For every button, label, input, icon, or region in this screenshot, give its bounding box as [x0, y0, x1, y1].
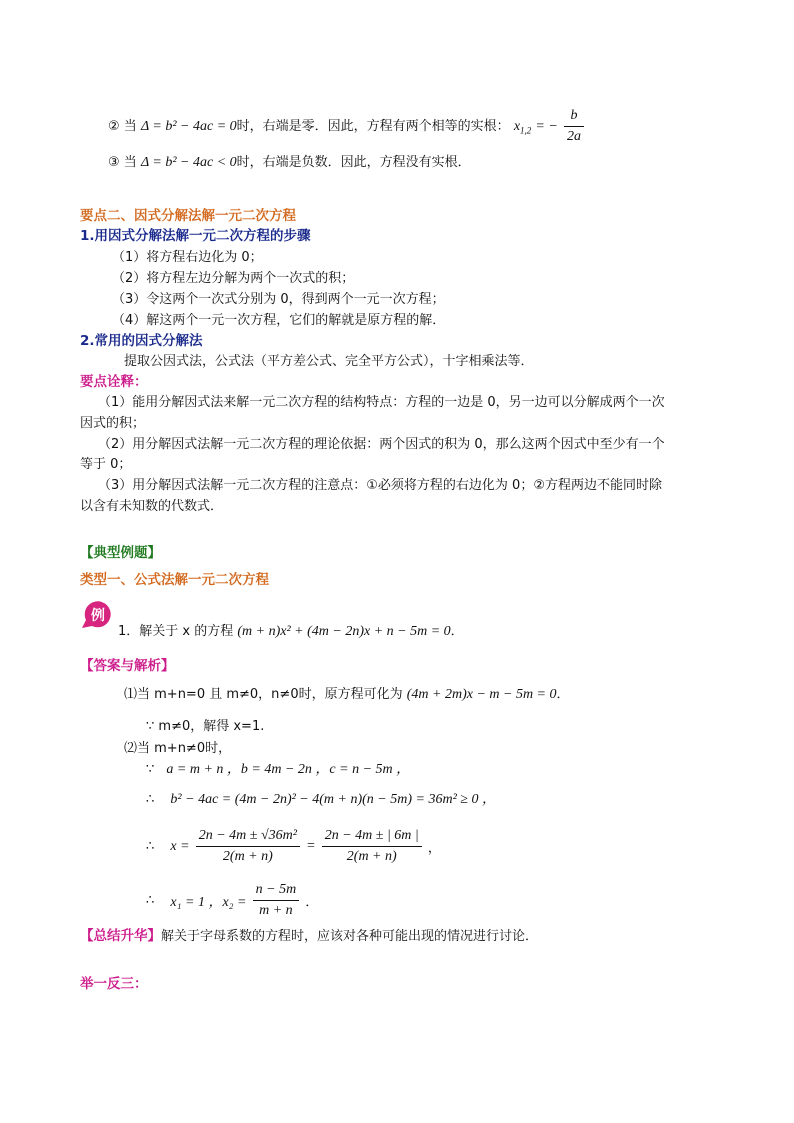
therefore-symbol-1: ∴	[146, 792, 155, 807]
problem-equation: (m + n)x² + (4m − 2n)x + n − 5m = 0	[237, 624, 451, 639]
s2-fraction-2	[322, 826, 422, 867]
note-2b: 等于 0；	[80, 457, 132, 472]
s2-frac2-num: 2n − 4m ± | 6m |	[322, 826, 422, 847]
step-4: （4）解这两个一元一次方程，它们的解就是原方程的解．	[112, 313, 446, 328]
s2-comma: ，	[427, 841, 441, 856]
s2-frac3-den: m + n	[259, 903, 293, 918]
type1-title: 类型一、公式法解一元二次方程	[80, 572, 269, 588]
case2-fraction	[564, 106, 584, 147]
case2-frac-den: 2a	[566, 129, 581, 144]
therefore-symbol-2: ∴	[146, 839, 155, 854]
problem-end: ．	[450, 624, 464, 639]
s2-frac2-den: 2(m + n)	[346, 849, 397, 864]
s2-frac1-den: 2(m + n)	[222, 849, 273, 864]
s2-frac1-num: 2n − 4m ± √36m²	[196, 826, 300, 847]
s2-x: x =	[170, 838, 190, 854]
step-1: （1）将方程右边化为 0；	[112, 250, 263, 265]
problem-prefix: 1．解关于 x 的方程	[118, 624, 234, 639]
section2-title: 要点二、因式分解法解一元二次方程	[80, 208, 296, 224]
s2-prefix: ⑵当 m+n≠0时，	[124, 741, 232, 756]
section2-sub1: 1.用因式分解法解一元二次方程的步骤	[80, 228, 311, 244]
badge-char: 例	[91, 608, 105, 624]
s2-roots-line	[146, 880, 318, 921]
s2-roots: x₁ = 1 ，x₂ =	[170, 894, 247, 910]
section2-sub2: 2.常用的因式分解法	[80, 333, 203, 349]
examples-title: 【典型例题】	[80, 545, 161, 561]
notes-title: 要点诠释：	[80, 374, 148, 390]
case2-root-lhs: x	[513, 119, 521, 134]
summary-text: 解关于字母系数的方程时，应该对各种可能出现的情况进行讨论．	[161, 929, 539, 944]
note-1a: （1）能用分解因式法来解一元二次方程的结构特点：方程的一边是 0，另一边可以分解成两个一次	[98, 395, 665, 410]
methods-text: 提取公因式法，公式法（平方差公式、完全平方公式），十字相乘法等．	[124, 354, 534, 369]
s2-fraction-3	[253, 880, 300, 921]
example-badge-icon	[80, 600, 118, 630]
s1-end: ．	[556, 687, 570, 702]
problem-line	[118, 620, 464, 640]
case3-condition: Δ = b² − 4ac < 0	[140, 155, 237, 170]
s2-quadratic-line	[146, 826, 441, 867]
practice-title: 举一反三：	[80, 976, 148, 992]
therefore-symbol-3: ∴	[146, 893, 155, 908]
case2-condition: Δ = b² − 4ac = 0	[140, 119, 237, 134]
note-3a: （3）用分解因式法解一元二次方程的注意点：①必须将方程的右边化为 0；②方程两边不能同时除	[98, 478, 662, 493]
s1-prefix: ⑴当 m+n=0 且 m≠0，n≠0时，原方程可化为	[124, 687, 403, 702]
s2-because-line	[146, 758, 410, 778]
because-symbol: ∵	[146, 762, 155, 777]
summary-line	[80, 924, 538, 944]
s2-fraction-1	[196, 826, 300, 867]
step-3: （3）令这两个一次式分别为 0，得到两个一元一次方程；	[112, 292, 445, 307]
note-3b: 以含有未知数的代数式．	[80, 499, 224, 514]
s2-discriminant: b² − 4ac = (4m − 2n)² − 4(m + n)(n − 5m) = 36m² ≥ 0 ，	[170, 792, 496, 807]
case2-text: 时，右端是零．因此，方程有两个相等的实根：	[236, 119, 510, 134]
summary-label: 【总结升华】	[80, 928, 161, 944]
s1-because: ∵ m≠0，解得 x=1.	[146, 719, 265, 734]
note-1b: 因式的积；	[80, 416, 146, 431]
s2-frac3-num: n − 5m	[253, 880, 300, 901]
s2-disc-line	[146, 788, 496, 808]
case2-label: ② 当	[108, 119, 137, 134]
case2-root-sub: 1,2	[520, 125, 532, 136]
solution-step1	[124, 683, 570, 703]
case2-frac-num: b	[564, 106, 584, 127]
answer-label: 【答案与解析】	[80, 658, 175, 674]
case2-line	[108, 106, 586, 147]
case2-root-eq: = −	[535, 119, 558, 134]
s2-period: ．	[305, 895, 319, 910]
case3-label: ③ 当	[108, 155, 137, 170]
s2-abc: a = m + n ，b = 4m − 2n ，c = n − 5m ，	[166, 762, 411, 777]
case3-text: 时，右端是负数．因此，方程没有实根．	[236, 155, 471, 170]
case3-line	[108, 151, 471, 171]
s2-equals: =	[306, 838, 316, 854]
s1-equation: (4m + 2m)x − m − 5m = 0	[406, 687, 557, 702]
step-2: （2）将方程左边分解为两个一次式的积；	[112, 271, 355, 286]
note-2a: （2）用分解因式法解一元二次方程的理论依据：两个因式的积为 0，那么这两个因式中至少有一个	[98, 437, 665, 452]
